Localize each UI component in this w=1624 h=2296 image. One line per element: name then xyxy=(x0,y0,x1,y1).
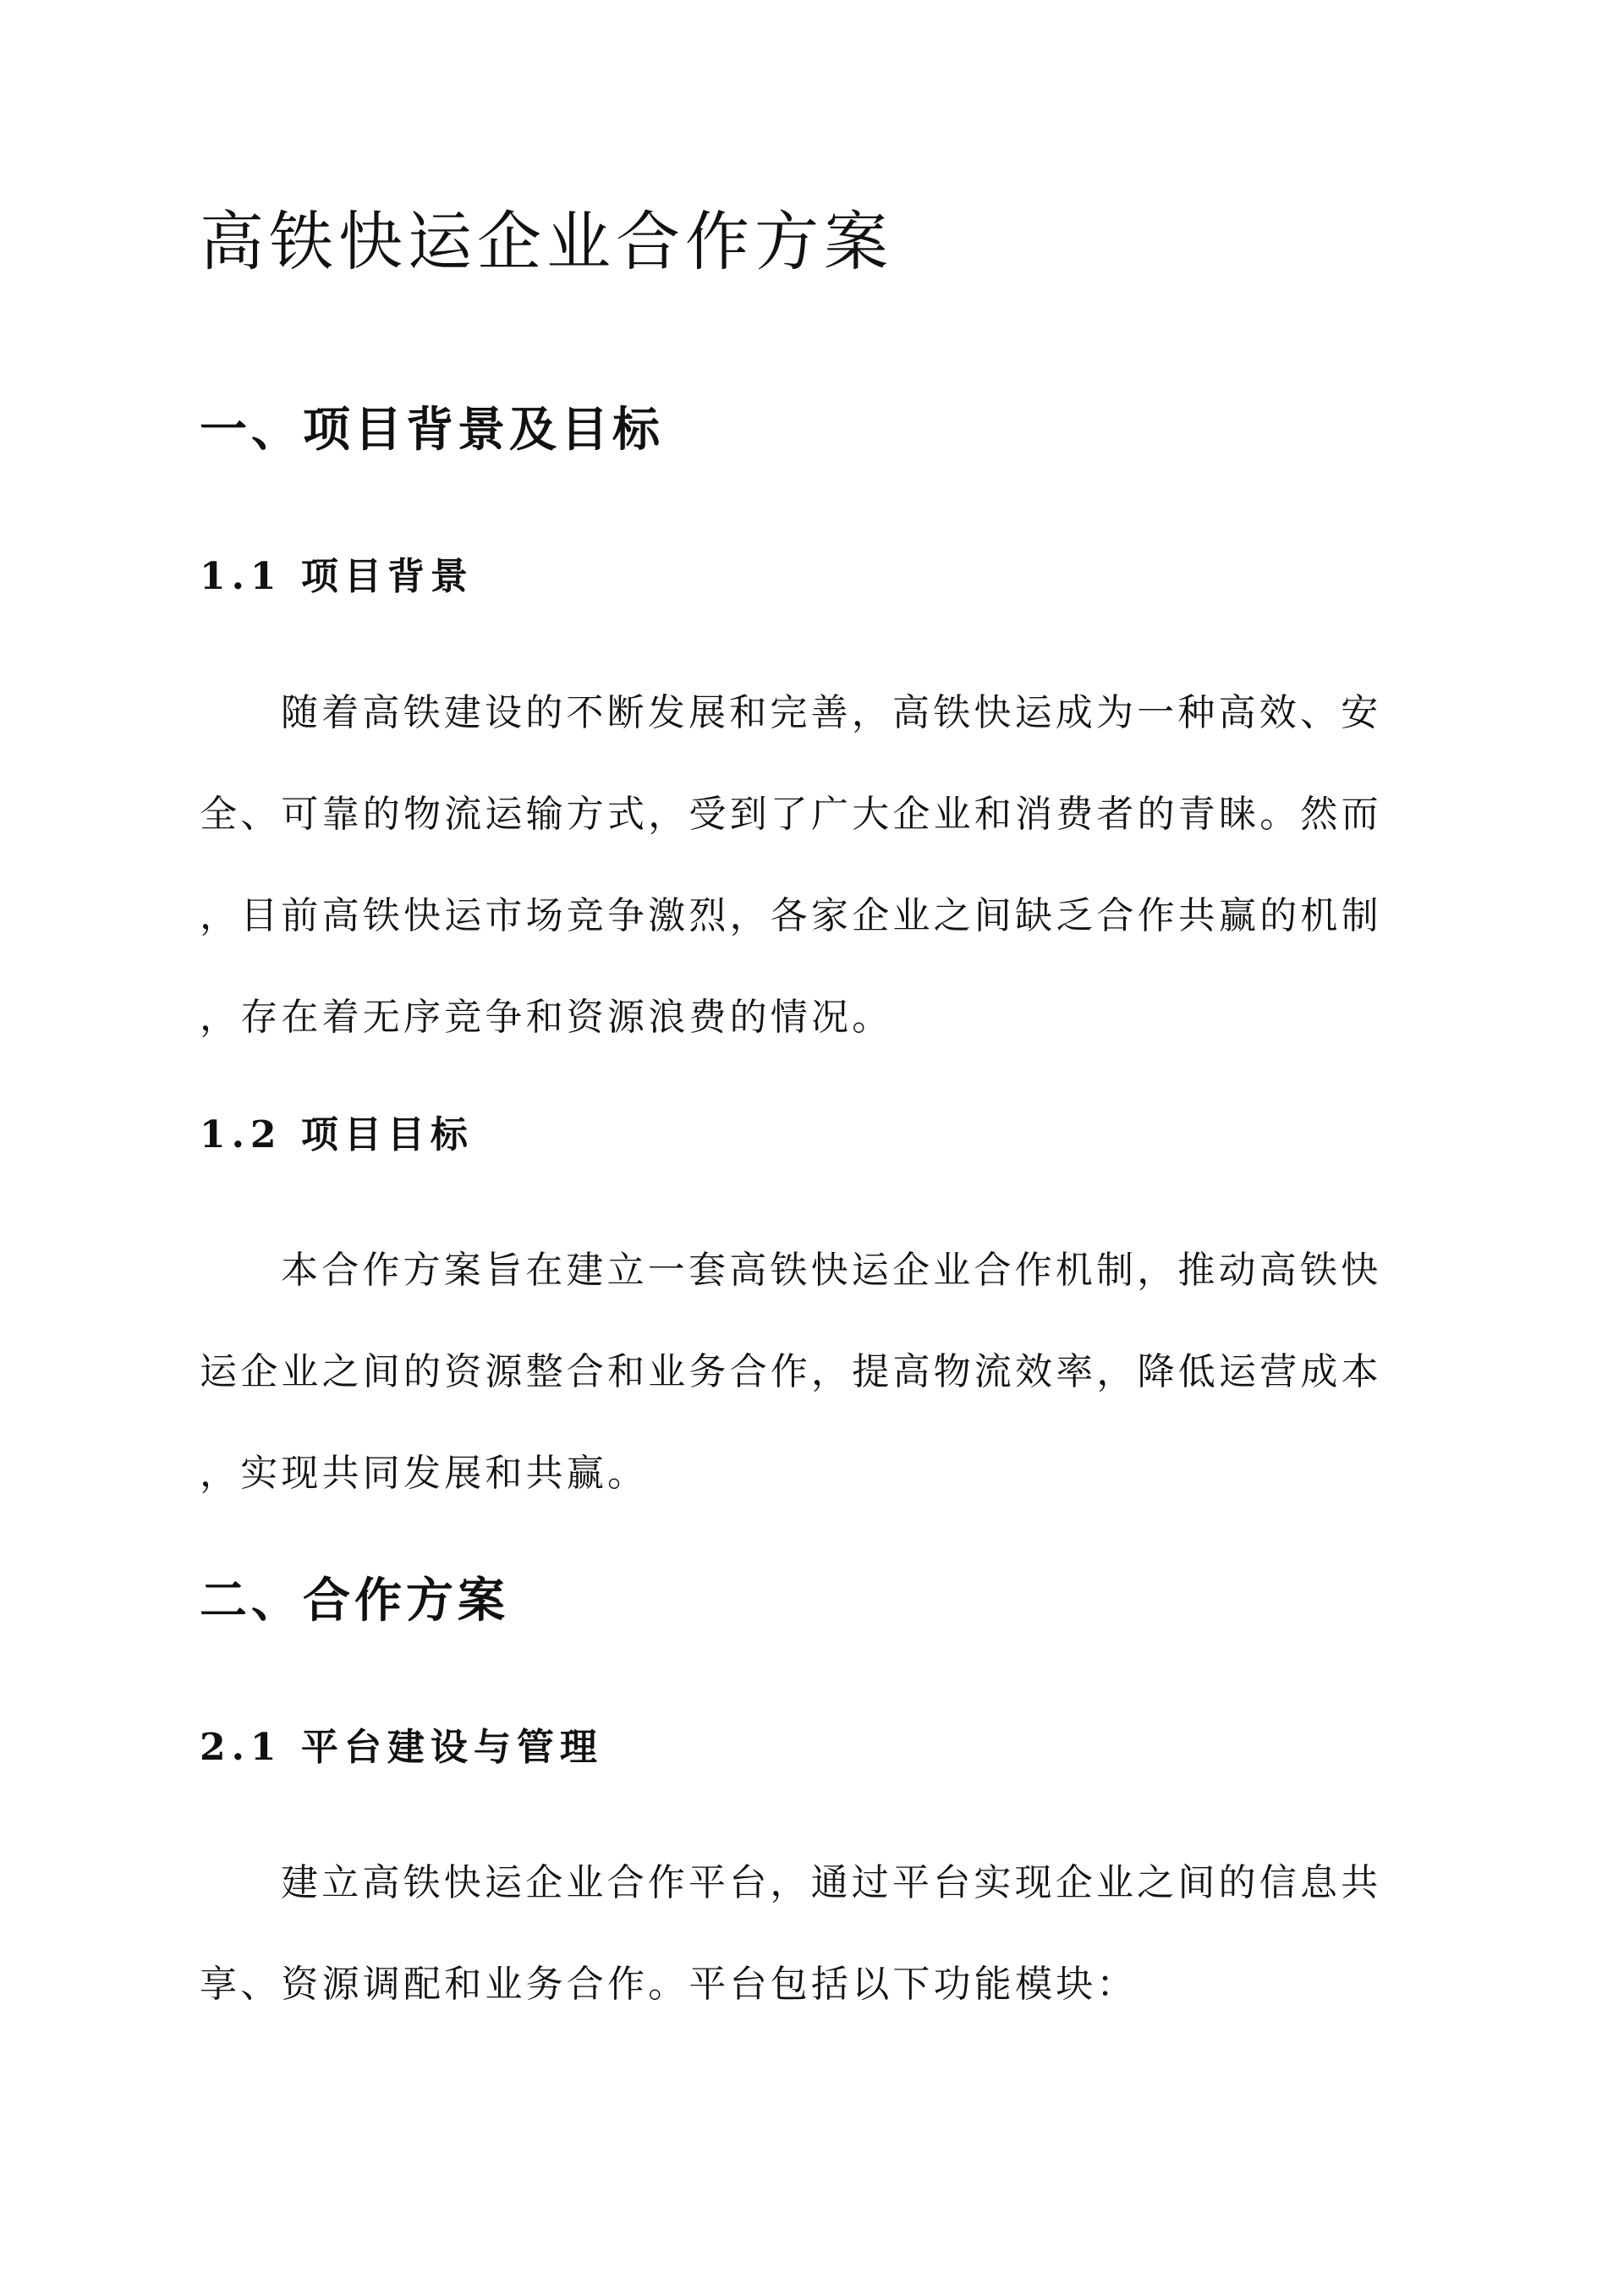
paragraph-line: 享、资源调配和业务合作。平台包括以下功能模块： xyxy=(200,1963,1138,2006)
subsection-heading-2-1: 2.1 平台建设与管理 xyxy=(200,1726,603,1769)
paragraph-line: 建立高铁快运企业合作平台，通过平台实现企业之间的信息共 xyxy=(281,1861,1382,1904)
paragraph-line: 随着高铁建设的不断发展和完善，高铁快运成为一种高效、安 xyxy=(281,691,1382,734)
paragraph-line: 全、可靠的物流运输方式，受到了广大企业和消费者的青睐。然而 xyxy=(200,793,1382,836)
section-heading-1: 一、项目背景及目标 xyxy=(200,402,664,458)
subsection-heading-1-1: 1.1 项目背景 xyxy=(200,555,474,598)
paragraph-project-goal xyxy=(200,1220,1435,1524)
paragraph-line: ，目前高铁快运市场竞争激烈，各家企业之间缺乏合作共赢的机制 xyxy=(200,894,1382,937)
paragraph-line: ，存在着无序竞争和资源浪费的情况。 xyxy=(200,996,893,1039)
paragraph-project-background xyxy=(200,662,1435,1068)
subsection-heading-1-2: 1.2 项目目标 xyxy=(200,1113,474,1156)
paragraph-line: 本合作方案旨在建立一套高铁快运企业合作机制，推动高铁快 xyxy=(281,1249,1382,1292)
paragraph-line: 运企业之间的资源整合和业务合作，提高物流效率，降低运营成本 xyxy=(200,1350,1382,1393)
document-title: 高铁快运企业合作方案 xyxy=(200,204,893,279)
paragraph-line: ，实现共同发展和共赢。 xyxy=(200,1452,649,1495)
section-heading-2: 二、合作方案 xyxy=(200,1573,509,1629)
paragraph-platform-construction xyxy=(200,1832,1435,2035)
